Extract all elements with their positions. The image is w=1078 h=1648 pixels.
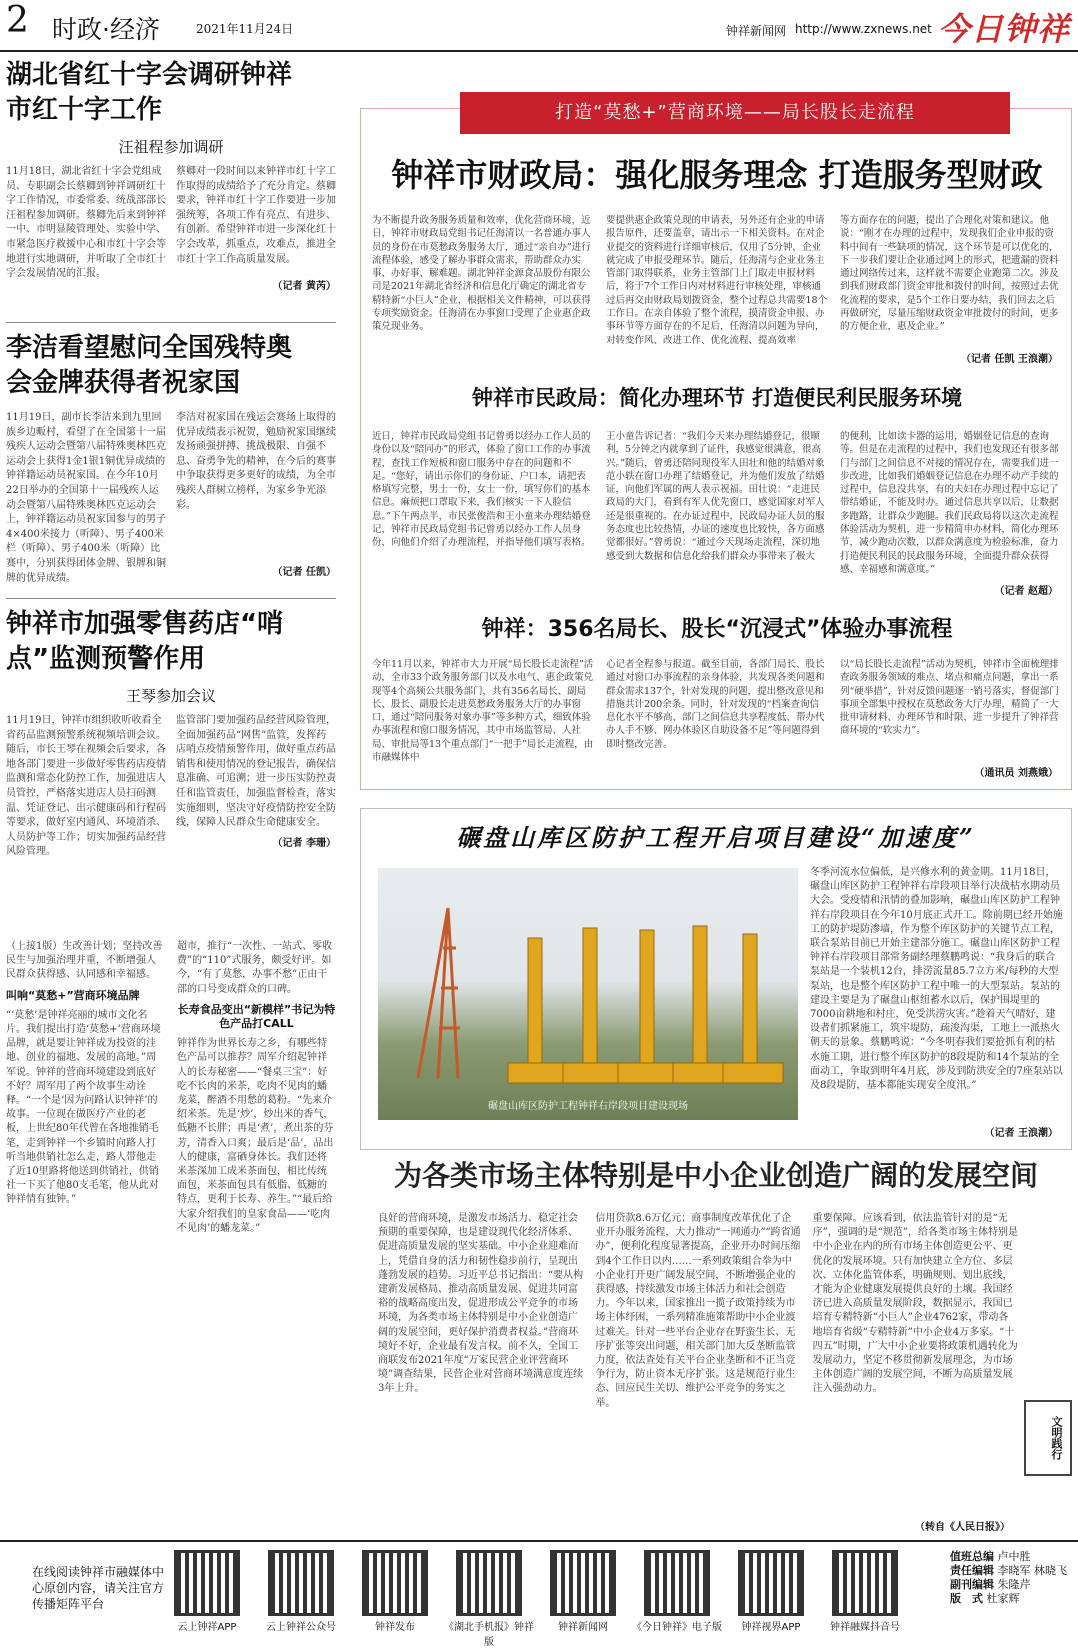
qr-label: 钟祥新闻网 <box>558 1622 608 1633</box>
article-text: 11月18日，湖北省红十字会党组成员、专职副会长蔡卿到钟祥调研红十字工作情况，市委常委、统战部部长汪祖程参加调研。蔡卿先后来到钟祥一中、市明显陵管理处、实验中学、市紧急医疗救援中心和市红十字会等地进行实地调研，并听取了全市红十字会发展情况的汇报。 <box>6 166 166 280</box>
article-text: 信用贷款8.6万亿元；商事制度改革优化了企业开办服务流程，大力推动“一网通办”“跨省通办”，便利化程度显著提高，企业开办时间压缩到4个工作日以内……一系列政策组合拳为中小企业打开更广阔发展空间，不断增强企业的获得感，持续激发市场主体活力和社会创造力。今年以来，国家推出一揽子政策持续为市场主体纾困，一系列精准施策帮助中小企业渡过难关。针对一些平台企业存在野蛮生长、无序扩张等突出问题，相关部门加大反垄断监管力度，依法查处有关平台企业垄断和不正当竞争行为，防止资本无序扩张。这是规范行业生态、回应民生关切、维护公平竞争的务实之举。 <box>595 1213 801 1409</box>
article-title: 钟祥：356名局长、股长“沉浸式”体验办事流程 <box>481 617 953 642</box>
article-text: 11月19日，钟祥市组织收听收看全省药品监测预警系统视频培训会议。随后，市长王琴在视频会后要求，各地各部门要进一步做好零售药店疫情监测和常态化防控工作，加强进店人员管控，严格落实进店人员扫码测温、凭证登记、出示健康码和行程码等要求，做好室内通风、环境消杀、人员防护等工作；切实加强药品经营风险管理。 <box>6 715 166 858</box>
qr-code-icon[interactable] <box>174 1550 240 1616</box>
article-title: 钟祥市财政局：强化服务理念 打造服务型财政 <box>391 156 1043 194</box>
article-body <box>372 658 1062 762</box>
qr-code-icon[interactable] <box>268 1550 334 1616</box>
article-text: 以“局长股长走流程”活动为契机，钟祥市全面梳理排查政务服务领域的难点、堵点和痛点问题，拿出一系列“硬举措”，针对反馈问题逐一销号落实，督促部门事项全部集中授权在莫愁政务大厅办理，精简了一大批申请材料、办理环节和时限，进一步提升了钟祥营商环境的“软实力”。 <box>840 659 1059 737</box>
article-title: 碾盘山库区防护工程开启项目建设“加速度” <box>456 823 976 852</box>
section-heading: 长寿食品变出“新模样”书记为特色产品打CALL <box>177 1002 336 1031</box>
staff-role: 副刊编辑 <box>950 1578 994 1591</box>
byline: （记者 任凯） <box>272 567 336 578</box>
article-text: 重要保障。应该看到，依法监管针对的是“无序”，强调的是“规范”，给各类市场主体特别是中小企业在内的所有市场主体创造更公平、更优化的发展环境。只有加快建立全方位、多层次、立体化监管体系，明确规则、划出底线，才能为企业健康发展提供良好的土壤。我国经济已进入高质量发展阶段，数据显示，我国已培育专精特新“小巨人”企业4762家，带动各地培育省级“专精特新”中小企业4万多家。“十四五”时期，广大中小企业要将政策机遇转化为发展动力，坚定不移贯彻新发展理念，为市场主体创造广阔的发展空间，不断为高质量发展注入强劲动力。 <box>812 1213 1018 1395</box>
qr-label: 《湖北手机报》钟祥版 <box>444 1622 534 1648</box>
photo-caption: 碾盘山库区防护工程钟祥右岸段项目建设现场 <box>488 1101 688 1112</box>
site-name: 钟祥新闻网 <box>726 24 787 38</box>
staff-name: 朱隆芹 <box>997 1578 1031 1591</box>
feature-banner: 打造“莫愁+”营商环境——局长股长走流程 <box>460 92 1010 134</box>
divider <box>6 322 336 323</box>
byline: （记者 赵超） <box>994 586 1058 597</box>
article-text: “‘莫愁’是钟祥亮丽的城市文化名片。我们提出打造‘莫愁+’营商环境品牌，就是要让钟祥成为投资的洼地、创业的福地、发展的高地。”周军说。钟祥的营商环境建设到底好不好？周军用了两个故事生动诠释。“一个是‘因为问路认识钟祥’的故事。一位现在做医疗产业的老板，上世纪80年代曾在各地推销毛笔，走到钟祥一个乡镇时向路人打听当地供销社怎么走，路人带他走了近10里路将他送到供销社，供销社一下买了他80支毛笔，他从此对钟祥情有独钟。” <box>6 1009 161 1206</box>
qr-label: 云上钟祥公众号 <box>266 1622 336 1633</box>
article-title: 为各类市场主体特别是中小企业创造广阔的发展空间 <box>393 1159 1038 1192</box>
byline: （记者 李珊） <box>272 838 336 849</box>
article-text: 要提供惠企政策兑现的申请表，另外还有企业的申请报告原件，还要盖章，请出示一下相关资料。在对企业提交的资料进行详细审核后，仅用了5分钟，企业就完成了申报受理环节。随后，任海清与企业业务主管部门取得联系，业务主管部门上门取走申报材料后，将于7个工作日内对材料进行审核处理，审核通过后再交由财政局划拨资金，整个过程总共需要18个工作日。在亲自体验了整个流程，摸清资金申报、办事环节等方面存在的不足后，任海清以问题为导向，对转变作风、改进工作、优化流程、提高效率 <box>606 215 828 346</box>
article-text: 为不断提升政务服务质量和效率，优化营商环境，近日，钟祥市财政局党组书记任海清以一名普通办事人员的身份在市莫愁政务服务大厅，通过“亲自办”进行流程体验，感受了解办事群众需求，帮助群众办实事、办好事、解难题。湖北钟祥金源食品股份有限公司是2021年湖北省经济和信息化厅确定的湖北省专精特新“小巨人”企业，根据相关文件精神，可以获得专项奖励资金。任海清在办事窗口受理了企业惠企政策兑现业务。 <box>372 215 591 333</box>
staff-name: 杜家辉 <box>986 1592 1020 1605</box>
site-url[interactable]: http://www.zxnews.net <box>795 22 932 36</box>
article-text: （上接1版）生改善计划；坚持改善民生与加强治理并重，不断增强人民群众获得感、认同感和幸福感。 <box>6 941 163 981</box>
qr-label: 《今日钟祥》电子版 <box>632 1622 722 1633</box>
left-column <box>6 58 336 858</box>
qr-code-icon[interactable] <box>832 1550 898 1616</box>
qr-code-icon[interactable] <box>738 1550 804 1616</box>
section-title: 时政·经济 <box>52 15 160 44</box>
article-athlete <box>6 331 336 584</box>
article-title: 钟祥市民政局：简化办理环节 打造便民利民服务环境 <box>471 386 963 410</box>
article-text: 冬季河流水位偏低，是兴修水利的黄金期。11月18日，碾盘山库区防护工程钟祥右岸段项目举行决战枯水期动员大会。受疫情和汛情的叠加影响，碾盘山库区防护工程钟祥右岸段项目在今年10月底正式开工。除前期已经开始施工的防护堤防渗墙，作为整个库区防护的关键节点工程，联合泵站目前已开始主建部分施工。碾盘山库区防护工程钟祥右岸段项目部常务副经理蔡鹏鸣说：“我身后的联合泵站是一个装机12台，排涝流量85.7立方米/每秒的大型泵站，也是整个库区防护工程中唯一的大型泵站。泵站的建设主要是为了碾盘山枢纽蓄水以后，保护围堤里的7000亩耕地和村庄，免受洪涝灾害。”趁着天气晴好，建设者们抓紧施工，筑牢堤防，疏浚沟渠，工地上一派热火朝天的景象。蔡鹏鸣说：“今冬明春我们要抢抓有利的枯水施工期，进行整个库区防护的8段堤防和14个泵站的全面动工，争取到明年4月底，涉及到防洪安全的7座泵站以及8段堤防，基本都能实现安全度汛。” <box>810 867 1063 1092</box>
qr-label: 云上钟祥APP <box>177 1622 237 1633</box>
section-heading: 叫响“莫愁+”营商环境品牌 <box>6 988 140 1002</box>
article-title: 湖北省红十字会调研钟祥市红十字工作 <box>6 60 293 125</box>
article-text: 近日，钟祥市民政局党组书记曾勇以经办工作人员的身份以及“陪同办”的形式，体验了窗口工作的办事流程，查找工作短板和窗口服务中存在的问题和不足。“您好，请出示你们的身份证、户口本，请把表格填写完整，男士一份，女士一份，填写你们的基本信息。麻烦把口罩取下来，我们核实一下人脸信息。”下午两点半，市民张俊浩和王小童来办理结婚登记，钟祥市民政局党组书记曾勇以经办工作人员身份，向他们介绍了办理流程，并指导他们填写表格。 <box>372 431 591 549</box>
article-subtitle: 王琴参加会议 <box>125 687 216 705</box>
article-title: 钟祥市加强零售药店“哨点”监测预警作用 <box>6 609 284 674</box>
article-text: 的便利，比如读卡器的运用，婚姻登记信息的查询等。但是在走流程的过程中，我们也发现还有很多部门与部门之间信息不对接的情况存在，需要我们进一步改进，比如我们婚姻登记信息在办理不动产手续的过程中，信息没共享，有的夫妇在办理过程中忘记了带结婚证，不能及时办。通过信息共享以后，让数据多跑路，让群众少跑腿。我们民政局将以这次走流程体验活动为契机，进一步精简申办材料，简化办理环节，减少跑动次数，以群众满意度为检验标准，奋力打造便民利民的民政服务环境，全面提升群众获得感、幸福感和满意度。” <box>840 431 1059 575</box>
staff-role: 值班总编 <box>950 1550 994 1563</box>
staff-role: 责任编辑 <box>950 1564 994 1577</box>
article-pharmacy <box>6 607 336 858</box>
byline: （通讯员 刘燕娥） <box>974 768 1058 779</box>
article-text: 监管部门要加强药品经营风险管理，全面加强药品“网售”监管，发挥药店哨点疫情预警作用，做好重点药品销售和使用情况的登记报告，确保信息准确、可追溯；进一步压实防控责任和监管责任，加强监督检查，落实实施细则，坚决守好疫情防控安全防线，保障人民群众生命健康安全。 <box>176 715 336 829</box>
civility-stamp: 文明践行 <box>1024 1400 1072 1476</box>
article-body <box>378 1212 1018 1512</box>
article-text: 心记者全程参与报道。截至目前，各部门局长、股长通过对窗口办事流程的亲身体验，共发现各类问题和群众需求137个，针对发现的问题，提出整改意见和措施共计200余条。同时，针对发现的“档案查询信息化水平不够高、部门之间信息共享程度低、帮办代办人手不够、网办体验区自助设备不足”等问题得到即时整改完善。 <box>606 659 825 750</box>
qr-label: 钟祥视界APP <box>741 1622 801 1633</box>
staff-name: 李晓军 林晓飞 <box>997 1564 1067 1577</box>
divider <box>6 598 336 599</box>
article-body <box>372 430 1062 578</box>
article-text: 良好的营商环境，是激发市场活力、稳定社会预期的重要保障，也是建设现代化经济体系、促进高质量发展的坚实基础。中小企业迎难而上，凭借自身的活力和韧性稳步前行，呈现出蓬勃发展的趋势。习近平总书记指出：“要从构建新发展格局、推动高质量发展、促进共同富裕的战略高度出发，促进形成公平竞争的市场环境，为各类市场主体特别是中小企业创造广阔的发展空间，更好保护消费者权益。”营商环境好不好，企业最有发言权。前不久，全国工商联发布2021年度“万家民营企业评营商环境”调查结果，民营企业对营商环境满意度连续3年上升。 <box>378 1213 584 1395</box>
issue-date: 2021年11月24日 <box>196 22 294 36</box>
newspaper-logo: 今日钟祥 <box>937 10 1070 48</box>
qr-code-icon[interactable] <box>550 1550 616 1616</box>
page-number: 2 <box>6 0 29 41</box>
article-red-cross <box>6 58 336 292</box>
qr-code-icon[interactable] <box>644 1550 710 1616</box>
article-text: 今年11月以来，钟祥市大力开展“局长股长走流程”活动，全市33个政务服务部门以及水电气、惠企政策兑现等4个高频公共服务部门，共有356名局长、副局长、股长、副股长走进莫愁政务服务大厅的办事窗口，通过“陪同服务对象办事”等多种方式，细致体验办事流程和窗口服务情况，其中市场监管局、人社局、审批局等13个重点部门“一把手”局长走流程，由市融媒体中 <box>372 659 594 764</box>
crane-drawing <box>378 868 798 1120</box>
footer-note: 在线阅读钟祥市融媒体中心原创内容，请关注官方传播矩阵平台 <box>32 1565 165 1611</box>
interview-article <box>6 940 336 1530</box>
article-subtitle: 汪祖程参加调研 <box>118 138 224 156</box>
qr-label: 钟祥融媒抖音号 <box>830 1622 900 1633</box>
article-text: 11月19日，副市长李洁来到九里回族乡边畈村，看望了在全国第十一届残疾人运动会暨第八届特殊奥林匹克运动会上获得1金1银1铜优异成绩的钟祥籍运动员祝家国。在今年10月22日举办的全国第十一届残疾人运动会暨第八届特殊奥林匹克运动会上，钟祥籍运动员祝家国参与的男子4×400米接力（听障）、男子400米栏（听障）、男子400米（听障）比赛中，分别获得团体金牌、银牌和铜牌的优异成绩。 <box>6 412 166 584</box>
staff-name: 卢中胜 <box>997 1550 1031 1563</box>
qr-label: 钟祥发布 <box>375 1622 415 1633</box>
staff-role: 版 式 <box>950 1592 983 1605</box>
article-text: 超市，推行“一次性、一站式、零收费”的“110”式服务，颇受好评。如今，“有了莫愁，办事不愁”正由干部的口号变成群众的口碑。 <box>177 941 333 995</box>
article-text: 李洁对祝家国在残运会赛场上取得的优异成绩表示祝贺，勉励祝家国继续发扬顽强拼搏、挑战极限、自强不息、奋勇争先的精神，在今后的赛事中争取获得更多更好的成绩，为全市残疾人群树立榜样，为家乡争光添彩。 <box>176 412 336 511</box>
article-text: 钟祥作为世界长寿之乡，有哪些特色产品可以推荐？周军介绍起钟祥人的长寿秘密——“餐桌三宝”：好吃不长肉的米茶，吃肉不见肉的蟠龙菜，醉酒不用愁的葛粉。“先来介绍米茶。先是‘炒’，炒出米的香气，低糖不长胖；再是‘煮’，煮出茶的芬芳，清香入口爽；最后是‘品’，品出人的健康，富硒身体长。我们还将米茶深加工成米茶面包，相比传统面包，米茶面包具有低脂、低糖的特点，更利于长寿、养生。”“最后给大家介绍我们的皇家食品——‘吃肉不见肉’的蟠龙菜。” <box>177 1038 334 1234</box>
staff-list <box>950 1550 1067 1606</box>
byline: （记者 黄芮） <box>272 281 336 292</box>
byline: （转自《人民日报》） <box>915 1522 1010 1533</box>
construction-photo <box>378 868 798 1120</box>
article-text: 王小童告诉记者：“我们今天来办理结婚登记，很顺利，5分钟之内就拿到了证件，我感觉很满意，很高兴。”随后，曾勇还陪同现役军人田壮和他的结婚对象范小轶在窗口办理了结婚登记，并为他们发放了结婚证，向他们军属的两人表示祝福。田壮说：“走进民政局的大门，看到有军人优先窗口，感觉国家对军人还是很重视的。在办证过程中，民政局办证人员的服务态度也比较热情，办证的速度也比较快，各方面感觉都很好。”曾勇说：“通过今天现场走流程，深切地感受到大数据和信息化给我们群众办事带来了极大 <box>606 431 825 562</box>
article-text: 等方面存在的问题，提出了合理化对策和建议。他说：“刚才在办理的过程中，发现我们企业申报的资料中间有一些缺项的情况，这个环节是可以优化的，下一步我们要让企业通过网上的形式，把遗漏的资料通过网络传过来，这样就不需要企业跑第二次。涉及到我们财政部门资金审批和拨付的时间，按照过去优化流程的要求，是5个工作日要办结，我们回去之后再做研究，尽量压缩财政资金审批拨付的时间，更多的方便企业，惠及企业。” <box>840 215 1059 333</box>
byline: （记者 任凯 王浪潮） <box>961 354 1058 365</box>
qr-code-icon[interactable] <box>362 1550 428 1616</box>
masthead <box>0 0 1078 52</box>
article-title: 李洁看望慰问全国残特奥会金牌获得者祝家国 <box>6 333 293 398</box>
footer <box>0 1540 1078 1648</box>
qr-code-icon[interactable] <box>456 1550 522 1616</box>
byline: （记者 王浪潮） <box>984 1128 1058 1139</box>
article-body <box>372 214 1062 344</box>
article-text: 蔡卿对一段时间以来钟祥市红十字工作取得的成绩给予了充分肯定。蔡卿要求，钟祥市红十字工作要进一步加强统筹，各项工作有亮点、有进步、有创新。希望钟祥市进一步深化红十字会改革，抓重点，攻难点，推进全市红十字工作高质量发展。 <box>176 166 336 265</box>
